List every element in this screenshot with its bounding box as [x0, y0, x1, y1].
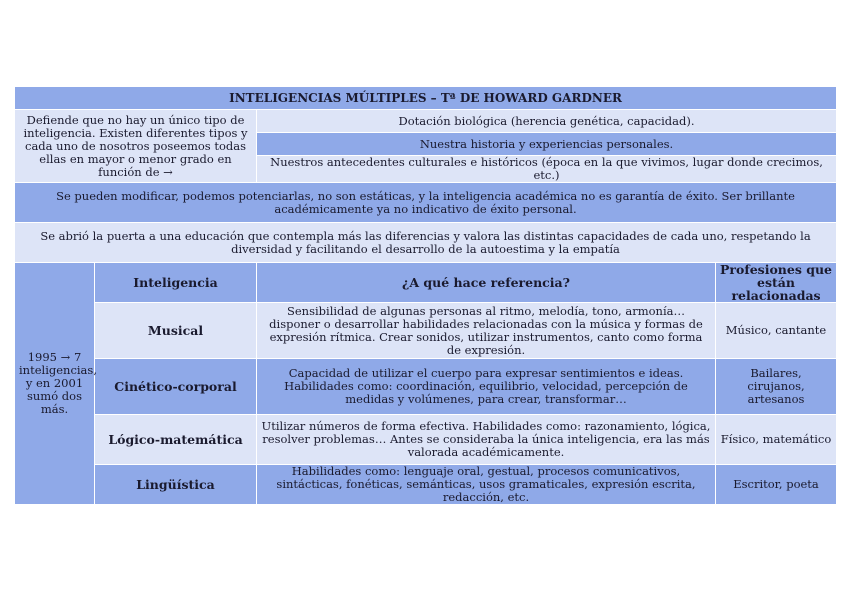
factor-cultural-background: Nuestros antecedentes culturales e históricos (época en la que vivimos, lugar donde crecimos, etc.)	[257, 156, 837, 183]
statement-modifiable: Se pueden modificar, podemos potenciarlas, no son estáticas, y la inteligencia académica no es garantía de éxito. Ser brillante académicamente ya no indicativo de éxito personal.	[15, 183, 837, 223]
intelligence-professions: Bailares, cirujanos, artesanos	[716, 359, 837, 415]
intelligence-name: Lógico-matemática	[95, 415, 257, 465]
intelligence-description: Capacidad de utilizar el cuerpo para expresar sentimientos e ideas. Habilidades como: coordinación, equilibrio, velocidad, percepción de medidas y volúmenes, para crear, transformar…	[257, 359, 716, 415]
intelligence-name: Cinético-corporal	[95, 359, 257, 415]
header-reference: ¿A qué hace referencia?	[257, 263, 716, 303]
intelligence-name: Lingüística	[95, 465, 257, 505]
header-professions: Profesiones que están relacionadas	[716, 263, 837, 303]
factor-biological: Dotación biológica (herencia genética, capacidad).	[257, 110, 837, 133]
multiple-intelligences-table	[14, 86, 837, 505]
intelligence-description: Utilizar números de forma efectiva. Habilidades como: razonamiento, lógica, resolver problemas… Antes se consideraba la única inteligencia, era las más valorada académicamente.	[257, 415, 716, 465]
factor-personal-history: Nuestra historia y experiencias personales.	[257, 133, 837, 156]
intelligence-name: Musical	[95, 303, 257, 359]
header-intelligence: Inteligencia	[95, 263, 257, 303]
intro-definition: Defiende que no hay un único tipo de inteligencia. Existen diferentes tipos y cada uno de nosotros poseemos todas ellas en mayor o menor grado en función de →	[15, 110, 257, 183]
intelligence-description: Sensibilidad de algunas personas al ritmo, melodía, tono, armonía… disponer o desarrollar habilidades relacionadas con la música y formas de expresión rítmica. Crear sonidos, utilizar instrumentos, canto como forma de expresión.	[257, 303, 716, 359]
statement-education: Se abrió la puerta a una educación que contempla más las diferencias y valora las distintas capacidades de cada uno, respetando la diversidad y facilitando el desarrollo de la autoestima y la empatía	[15, 223, 837, 263]
gardner-table-document	[14, 86, 836, 505]
intelligence-professions: Músico, cantante	[716, 303, 837, 359]
intelligence-description: Habilidades como: lenguaje oral, gestual, procesos comunicativos, sintácticas, fonéticas, semánticas, usos gramaticales, expresión escrita, redacción, etc.	[257, 465, 716, 505]
side-note-timeline: 1995 → 7 inteligencias, y en 2001 sumó dos más.	[15, 263, 95, 505]
intelligence-professions: Escritor, poeta	[716, 465, 837, 505]
intelligence-professions: Físico, matemático	[716, 415, 837, 465]
table-title: INTELIGENCIAS MÚLTIPLES – Tª DE HOWARD GARDNER	[15, 87, 837, 110]
